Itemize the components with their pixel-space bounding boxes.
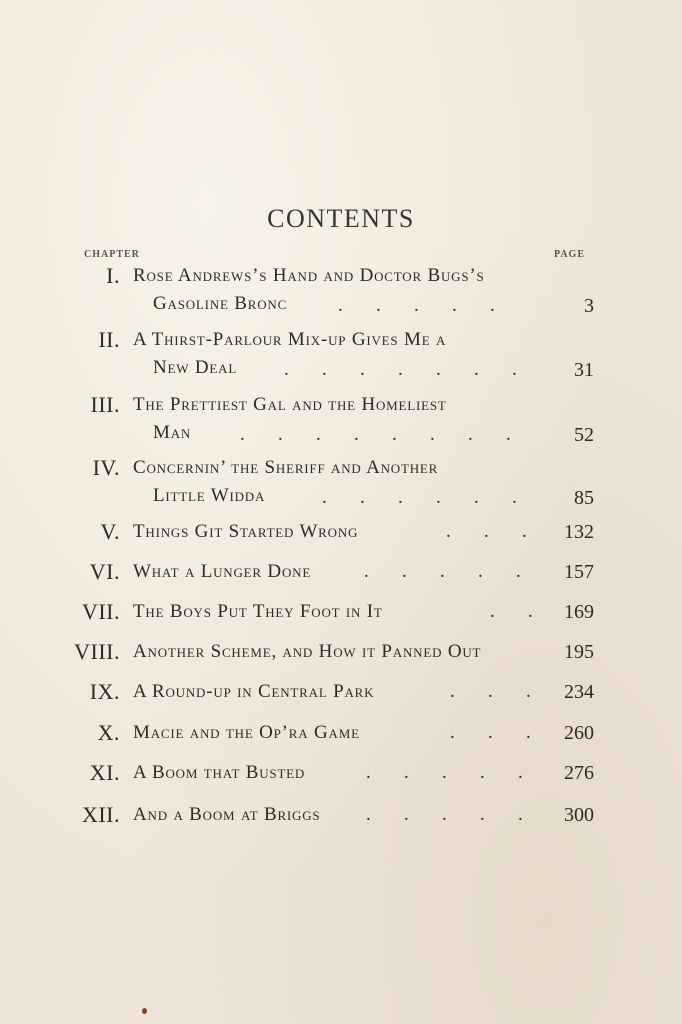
chapter-page-number: 132 <box>564 521 594 543</box>
chapter-number: VII. <box>81 599 120 624</box>
chapter-number: XI. <box>89 760 120 785</box>
chapter-page-number: 195 <box>564 641 594 663</box>
chapter-number: VIII. <box>74 639 120 664</box>
chapter-title: A Boom that Busted <box>133 762 306 783</box>
chapter-title-line1: The Prettiest Gal and the Homeliest <box>133 394 447 415</box>
chapter-number: II. <box>98 327 120 352</box>
dot-leader: . . <box>490 601 533 622</box>
chapter-title-line1: A Thirst-Parlour Mix-up Gives Me a <box>133 329 447 350</box>
chapter-number: X. <box>97 720 120 745</box>
chapter-number: III. <box>90 392 120 417</box>
dot-leader: . . . . . <box>366 762 523 783</box>
dot-leader: . . . . . <box>338 295 495 316</box>
chapter-page-number: 276 <box>564 762 594 784</box>
chapter-column-header: CHAPTER <box>84 249 140 260</box>
chapter-page-number: 52 <box>574 424 594 446</box>
chapter-page-number: 169 <box>564 601 594 623</box>
chapter-title-line2: Little Widda <box>153 485 266 506</box>
dot-leader: . . . <box>450 681 531 702</box>
chapter-title: Another Scheme, and How it Panned Out <box>133 641 482 662</box>
chapter-title-line1: Concernin’ the Sheriff and Another <box>133 457 439 478</box>
chapter-number: IV. <box>92 455 120 480</box>
paper-spot <box>142 1008 147 1014</box>
chapter-title: And a Boom at Briggs <box>133 804 321 825</box>
chapter-title: Things Git Started Wrong <box>133 521 359 542</box>
chapter-page-number: 260 <box>564 722 594 744</box>
chapter-title: A Round-up in Central Park <box>133 681 375 702</box>
chapter-title-line2: Gasoline Bronc <box>153 293 288 314</box>
chapter-number: IX. <box>89 679 120 704</box>
dot-leader: . . . . . . . <box>284 359 517 380</box>
chapter-page-number: 300 <box>564 804 594 826</box>
chapter-title-line2: New Deal <box>153 357 238 378</box>
dot-leader: . . . . . . . . <box>240 424 511 445</box>
dot-leader: . . . . . <box>366 804 523 825</box>
chapter-number: I. <box>106 263 120 288</box>
chapter-number: XII. <box>81 802 120 827</box>
dot-leader: . . . <box>446 521 527 542</box>
chapter-page-number: 31 <box>574 359 594 381</box>
chapter-number: VI. <box>89 559 120 584</box>
page-column-header: PAGE <box>553 249 585 260</box>
chapter-number: V. <box>100 519 120 544</box>
chapter-page-number: 85 <box>574 487 594 509</box>
chapter-title-line2: Man <box>153 422 192 443</box>
chapter-page-number: 234 <box>564 681 594 703</box>
dot-leader: . . . . . . <box>322 487 517 508</box>
chapter-page-number: 157 <box>564 561 594 583</box>
dot-leader: . . . <box>450 722 531 743</box>
chapter-title: The Boys Put They Foot in It <box>133 601 383 622</box>
dot-leader: . . . . . <box>364 561 521 582</box>
chapter-title-line1: Rose Andrews’s Hand and Doctor Bugs’s <box>133 265 485 286</box>
chapter-title: What a Lunger Done <box>133 561 312 582</box>
chapter-title: Macie and the Op’ra Game <box>133 722 360 743</box>
page-title: CONTENTS <box>267 204 415 233</box>
chapter-page-number: 3 <box>584 295 594 317</box>
